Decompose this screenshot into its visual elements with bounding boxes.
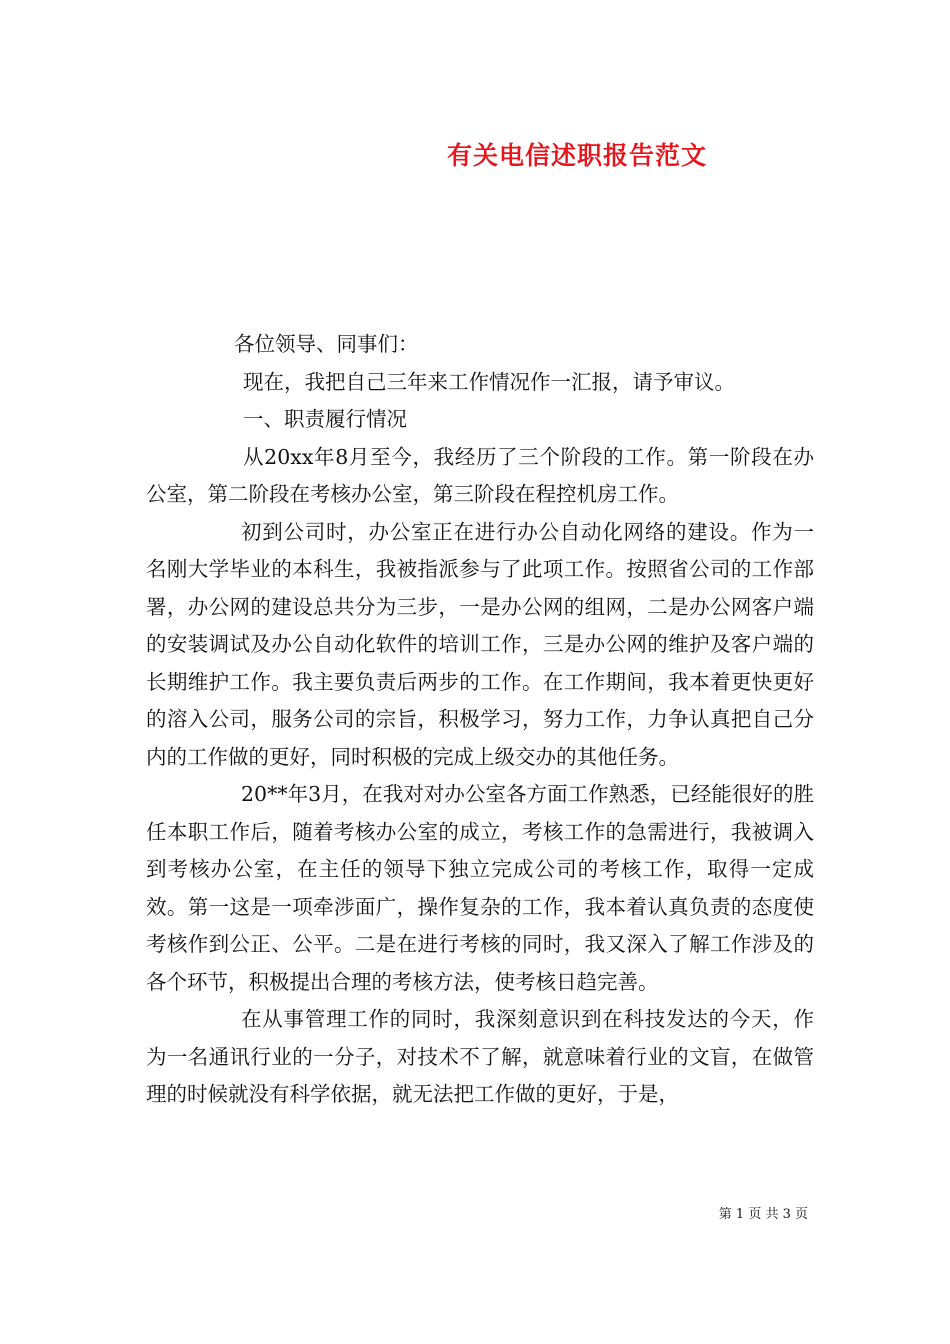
- page-number-footer: 第 1 页 共 3 页: [718, 1207, 808, 1222]
- greeting-line: 各位领导、同事们：: [234, 332, 419, 356]
- paragraph: 初到公司时，办公室正在进行办公自动化网络的建设。作为一名刚大学毕业的本科生，我被指派参与了此项工作。按照省公司的工作部署，办公网的建设总共分为三步，一是办公网的组网，二是办公网客户端的安装调试及办公自动化软件的培训工作，三是办公网的维护及客户端的长期维护工作。我主要负责后两步的工作。在工作期间，我本着更快更好的溶入公司，服务公司的宗旨，积极学习，努力工作，力争认真把自己分内的工作做的更好，同时积极的完成上级交办的其他任务。: [146, 519, 814, 769]
- paragraph: 在从事管理工作的同时，我深刻意识到在科技发达的今天，作为一名通讯行业的一分子，对技术不了解，就意味着行业的文盲，在做管理的时候就没有科学依据，就无法把工作做的更好，于是，: [146, 1007, 814, 1106]
- paragraph: 从20xx年8月至今，我经历了三个阶段的工作。第一阶段在办公室，第二阶段在考核办公室，第三阶段在程控机房工作。: [146, 444, 814, 506]
- document-title: [0, 136, 950, 172]
- document-body: [146, 326, 814, 1114]
- document-title-text: 有关电信述职报告范文: [446, 141, 707, 170]
- paragraph-intro: 现在，我把自己三年来工作情况作一汇报，请予审议。: [243, 369, 735, 394]
- section-heading: 一、职责履行情况: [243, 407, 407, 431]
- paragraph: 20**年3月，在我对对办公室各方面工作熟悉，已经能很好的胜任本职工作后，随着考核办公室的成立，考核工作的急需进行，我被调入到考核办公室，在主任的领导下独立完成公司的考核工作，取得一定成效。第一这是一项牵涉面广，操作复杂的工作，我本着认真负责的态度使考核作到公正、公平。二是在进行考核的同时，我又深入了解工作涉及的各个环节，积极提出合理的考核方法，使考核日趋完善。: [146, 782, 814, 994]
